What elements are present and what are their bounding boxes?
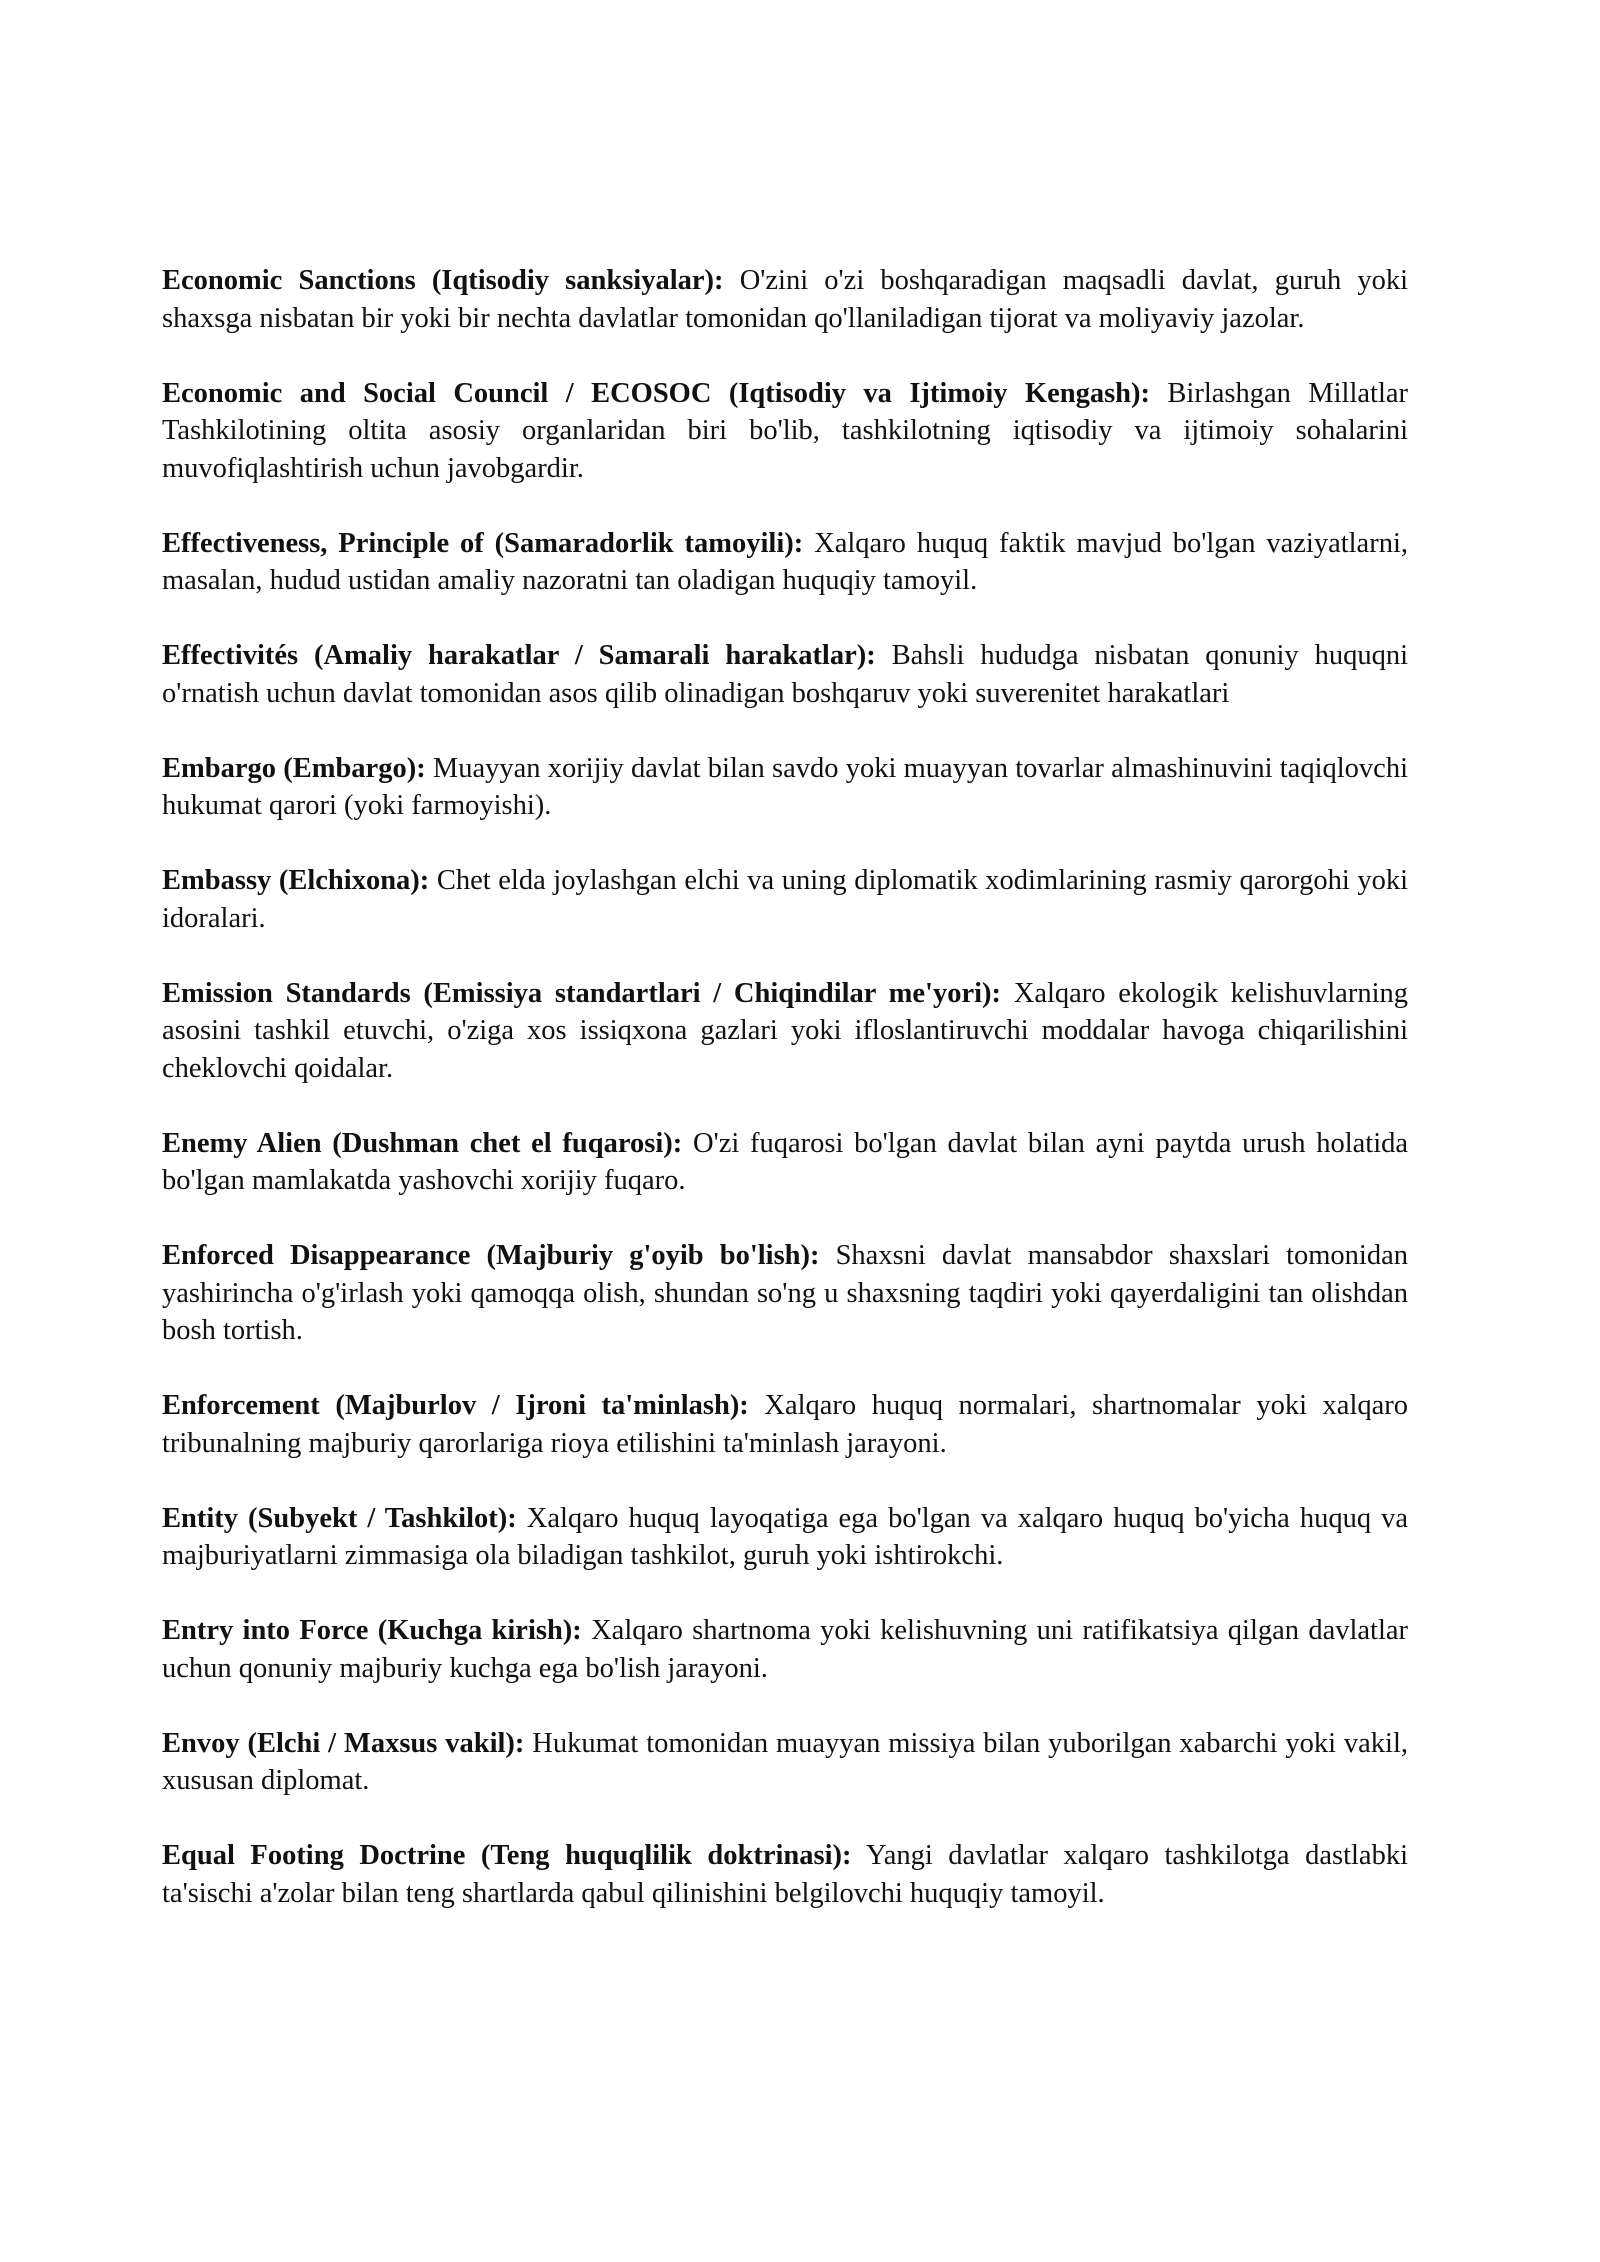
glossary-term: Enemy Alien (Dushman chet el fuqarosi): xyxy=(162,1127,683,1159)
glossary-entry-effectiveness xyxy=(162,525,1408,600)
glossary-term: Entity (Subyekt / Tashkilot): xyxy=(162,1502,517,1534)
glossary-term: Equal Footing Doctrine (Teng huquqlilik doktrinasi): xyxy=(162,1840,852,1871)
glossary-entry-enemy-alien xyxy=(162,1125,1408,1200)
glossary-entry-ecosoc xyxy=(162,375,1408,488)
glossary-entry-enforcement xyxy=(162,1387,1408,1462)
glossary-page xyxy=(162,262,1408,1950)
glossary-entry-emission-standards xyxy=(162,975,1408,1088)
glossary-definition: Muayyan xorijiy davlat bilan savdo yoki muayyan tovarlar almashinuvini taqiqlovchi hukumat qarori (yoki farmoyishi). xyxy=(162,752,1408,821)
glossary-term: Economic Sanctions (Iqtisodiy sanksiyalar): xyxy=(162,265,724,296)
glossary-definition: Xalqaro shartnoma yoki kelishuvning uni ratifikatsiya qilgan davlatlar uchun qonuniy majburiy kuchga ega bo'lish jarayoni. xyxy=(162,1615,1409,1684)
glossary-definition: Chet elda joylashgan elchi va uning diplomatik xodimlarining rasmiy qarorgohi yoki idoralari. xyxy=(162,865,1409,934)
glossary-definition: Xalqaro huquq layoqatiga ega bo'lgan va xalqaro huquq bo'yicha huquq va majburiyatlarni zimmasiga ola biladigan tashkilot, guruh yoki ishtirokchi. xyxy=(162,1502,1408,1571)
glossary-entry-embassy xyxy=(162,862,1408,937)
glossary-definition: O'zi fuqarosi bo'lgan davlat bilan ayni paytda urush holatida bo'lgan mamlakatda yashovchi xorijiy fuqaro. xyxy=(162,1127,1409,1196)
glossary-entry-effectivites xyxy=(162,637,1408,712)
glossary-definition: Hukumat tomonidan muayyan missiya bilan yuborilgan xabarchi yoki vakil, xususan diplomat. xyxy=(162,1727,1408,1796)
glossary-definition: Birlashgan Millatlar Tashkilotining oltita asosiy organlaridan biri bo'lib, tashkilotning iqtisodiy va ijtimoiy sohalarini muvofiqlashtirish uchun javobgardir. xyxy=(162,377,1409,484)
glossary-definition: Xalqaro ekologik kelishuvlarning asosini tashkil etuvchi, o'ziga xos issiqxona gazlari yoki ifloslantiruvchi moddalar havoga chiqarilishini cheklovchi qoidalar. xyxy=(162,977,1408,1084)
glossary-entry-equal-footing xyxy=(162,1837,1408,1912)
glossary-term: Economic and Social Council / ECOSOC (Iqtisodiy va Ijtimoiy Kengash): xyxy=(162,377,1150,409)
glossary-definition: Yangi davlatlar xalqaro tashkilotga dastlabki ta'sischi a'zolar bilan teng shartlarda qabul qilinishini belgilovchi huquqiy tamoyil. xyxy=(162,1840,1408,1909)
glossary-entry-entity xyxy=(162,1500,1408,1575)
glossary-entry-entry-into-force xyxy=(162,1612,1408,1687)
glossary-term: Effectiveness, Principle of (Samaradorlik tamoyili): xyxy=(162,527,804,559)
glossary-definition: Xalqaro huquq normalari, shartnomalar yoki xalqaro tribunalning majburiy qarorlariga rioya etilishini ta'minlash jarayoni. xyxy=(162,1390,1409,1459)
glossary-term: Embargo (Embargo): xyxy=(162,752,426,784)
glossary-term: Effectivités (Amaliy harakatlar / Samarali harakatlar): xyxy=(162,640,876,671)
glossary-definition: Shaxsni davlat mansabdor shaxslari tomonidan yashirincha o'g'irlash yoki qamoqqa olish, shundan so'ng u shaxsning taqdiri yoki qayerdaligini tan olishdan bosh tortish. xyxy=(162,1240,1408,1346)
glossary-term: Envoy (Elchi / Maxsus vakil): xyxy=(162,1727,525,1759)
glossary-term: Embassy (Elchixona): xyxy=(162,865,430,896)
glossary-term: Enforced Disappearance (Majburiy g'oyib bo'lish): xyxy=(162,1240,820,1271)
glossary-entry-economic-sanctions xyxy=(162,262,1408,337)
glossary-term: Entry into Force (Kuchga kirish): xyxy=(162,1615,582,1646)
glossary-term: Emission Standards (Emissiya standartlari / Chiqindilar me'yori): xyxy=(162,977,1002,1009)
glossary-entry-enforced-disappearance xyxy=(162,1237,1408,1350)
glossary-entry-embargo xyxy=(162,750,1408,825)
glossary-definition: Xalqaro huquq faktik mavjud bo'lgan vaziyatlarni, masalan, hudud ustidan amaliy nazoratni tan oladigan huquqiy tamoyil. xyxy=(162,527,1408,596)
glossary-definition: Bahsli hududga nisbatan qonuniy huquqni o'rnatish uchun davlat tomonidan asos qilib olinadigan boshqaruv yoki suverenitet harakatlari xyxy=(162,640,1408,709)
glossary-term: Enforcement (Majburlov / Ijroni ta'minlash): xyxy=(162,1390,749,1421)
glossary-entry-envoy xyxy=(162,1725,1408,1800)
glossary-definition: O'zini o'zi boshqaradigan maqsadli davlat, guruh yoki shaxsga nisbatan bir yoki bir nechta davlatlar tomonidan qo'llaniladigan tijorat va moliyaviy jazolar. xyxy=(162,265,1409,334)
